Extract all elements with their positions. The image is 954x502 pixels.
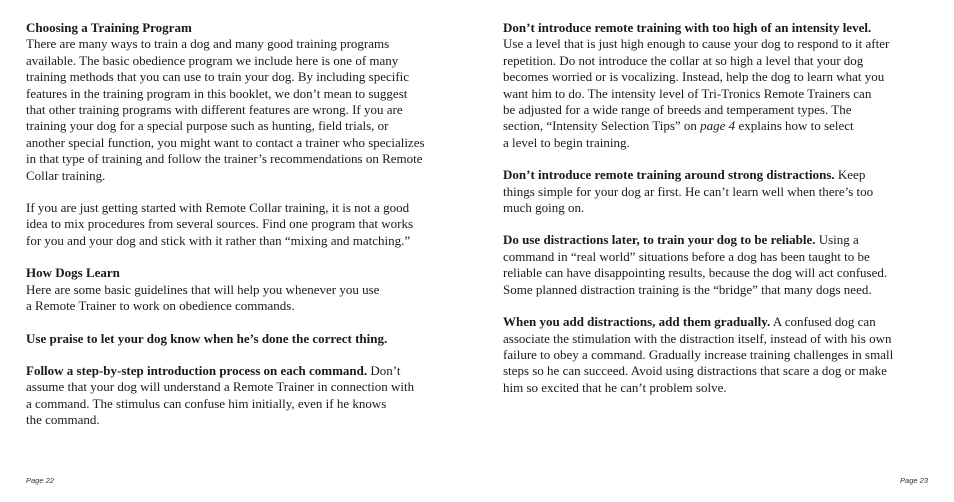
page-number-left: Page 22 — [26, 476, 54, 485]
guideline-intensity-level-text: Use a level that is just high enough to cause your dog to respond to it after repetition. Do not introduce the collar at so high a level that your dog becomes worried or is vocalizing. Instead, help the dog to learn what you want him to do. The intensity level of Tri-Tronics Remote Trainers can be adjusted for a wide range of breeds and temperament types. The section, “Intensity Selection Tips” on — [503, 36, 890, 134]
guideline-strong-distractions-text: Keep things simple for your dog ar first. He can’t learn well when there’s too much going on. — [503, 167, 874, 216]
left-page — [26, 20, 456, 445]
right-page — [503, 20, 928, 412]
paragraph-mixing-procedures: If you are just getting started with Remote Collar training, it is not a good idea to mix procedures from several sources. Find one program that works for you and your dog and stick with it rather than “mixing and matching.” — [26, 200, 414, 248]
guideline-add-gradually-lead: When you add distractions, add them gradually. — [503, 314, 771, 330]
page-number-right: Page 23 — [900, 476, 928, 485]
guideline-step-by-step — [26, 363, 456, 429]
paragraph-choosing-program: There are many ways to train a dog and many good training programs available. The basic obedience program we include here is one of many training methods that you can use to train your dog. By including specific features in the training program in this booklet, we don’t mean to suggest that other training programs with different features are wrong. If you are training your dog for a special purpose such as hunting, field trials, or another special function, you might want to contact a trainer who specializes in that type of training and follow the trainer’s recommendations on Remote Collar training. — [26, 36, 425, 183]
guideline-step-by-step-lead: Follow a step-by-step introduction process on each command. — [26, 362, 368, 378]
section-how-dogs-learn — [26, 265, 456, 314]
guideline-strong-distractions-lead: Don’t introduce remote training around strong distractions. — [503, 167, 835, 183]
guideline-use-distractions-later-lead: Do use distractions later, to train your dog to be reliable. — [503, 232, 816, 248]
guideline-praise — [26, 331, 456, 347]
guideline-step-by-step-text: Don’t assume that your dog will understand a Remote Trainer in connection with a command. The stimulus can confuse him initially, even if he knows the command. — [26, 362, 415, 428]
guideline-use-distractions-later-text: Using a command in “real world” situations before a dog has been taught to be reliable can have disappointing results, because the dog will act confused. Some planned distraction training is the “bridge” that many dogs need. — [503, 232, 888, 297]
heading-choosing-program: Choosing a Training Program — [26, 20, 192, 35]
guideline-intensity-level-lead: Don’t introduce remote training with too high of an intensity level. — [503, 20, 872, 35]
guideline-praise-lead: Use praise to let your dog know when he’s done the correct thing. — [26, 330, 388, 346]
guideline-use-distractions-later — [503, 232, 928, 298]
guideline-intensity-level-text-end: explains how to select a level to begin training. — [503, 118, 854, 150]
guideline-strong-distractions — [503, 167, 928, 216]
heading-how-dogs-learn: How Dogs Learn — [26, 265, 120, 281]
guideline-intensity-level — [503, 20, 928, 151]
paragraph-how-dogs-learn: Here are some basic guidelines that will help you whenever you use a Remote Trainer to work on obedience commands. — [26, 281, 380, 314]
page-reference-link[interactable]: page 4 — [700, 118, 736, 134]
section-choosing-program — [26, 20, 456, 184]
guideline-add-gradually — [503, 314, 928, 396]
guideline-add-gradually-text: A confused dog can associate the stimulation with the distraction itself, instead of with his own failure to obey a command. Gradually increase training challenges in small steps so he can succeed. Avoid using distractions that scare a dog or make him so excited that he can’t problem solve. — [503, 314, 894, 395]
